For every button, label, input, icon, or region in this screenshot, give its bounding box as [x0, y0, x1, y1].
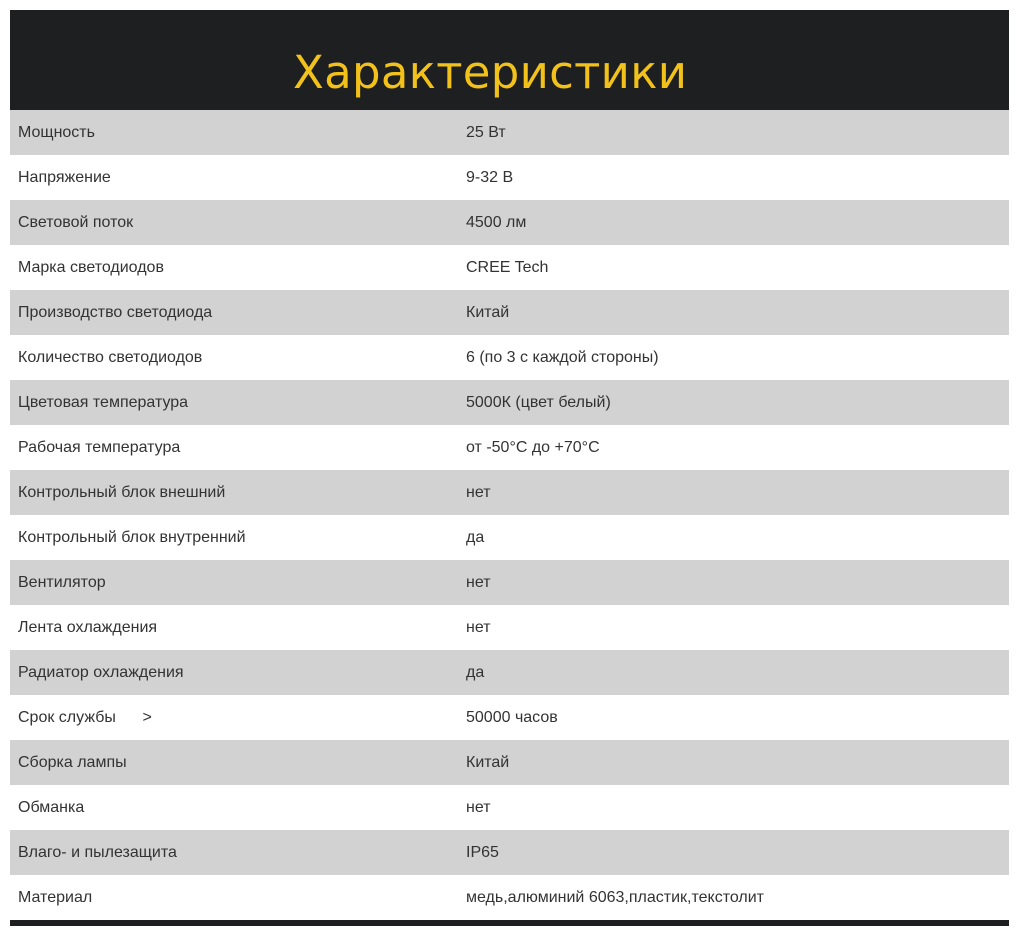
table-row [10, 245, 1009, 290]
spec-name: Срок службы > [18, 709, 152, 726]
spec-value: да [466, 529, 485, 546]
table-row [10, 110, 1009, 155]
spec-name: Цветовая температура [18, 394, 189, 411]
spec-value: нет [466, 799, 491, 816]
footer-bar [10, 920, 1009, 926]
spec-name: Световой поток [18, 214, 134, 231]
table-row [10, 785, 1009, 830]
table-row [10, 335, 1009, 380]
spec-value: 50000 часов [466, 709, 558, 726]
spec-value: нет [466, 619, 491, 636]
table-row [10, 605, 1009, 650]
table-row [10, 740, 1009, 785]
header-banner [10, 10, 1009, 110]
table-row [10, 830, 1009, 875]
spec-value: 6 (по 3 с каждой стороны) [466, 349, 659, 366]
table-row [10, 470, 1009, 515]
spec-value: от -50°С до +70°С [466, 439, 600, 456]
table-row [10, 515, 1009, 560]
spec-name: Материал [18, 889, 93, 906]
spec-name: Влаго- и пылезащита [18, 844, 177, 861]
spec-name: Обманка [18, 799, 85, 816]
table-row [10, 650, 1009, 695]
spec-value: Китай [466, 304, 510, 321]
spec-value: 4500 лм [466, 214, 527, 231]
page-title: Характеристики [293, 46, 688, 99]
spec-value: 5000К (цвет белый) [466, 394, 611, 411]
spec-name: Контрольный блок внутренний [18, 529, 246, 546]
table-row [10, 695, 1009, 740]
spec-value: 25 Вт [466, 124, 506, 141]
spec-name: Напряжение [18, 169, 111, 186]
table-row [10, 425, 1009, 470]
spec-value: Китай [466, 754, 510, 771]
spec-name: Рабочая температура [18, 439, 181, 456]
spec-name: Мощность [18, 124, 95, 141]
spec-name: Вентилятор [18, 574, 106, 591]
spec-sheet [10, 10, 1009, 926]
spec-value: IP65 [466, 844, 499, 861]
spec-name: Марка светодиодов [18, 259, 164, 276]
spec-name: Контрольный блок внешний [18, 484, 226, 501]
spec-value: нет [466, 484, 491, 501]
spec-value: медь,алюминий 6063,пластик,текстолит [466, 889, 764, 906]
table-row [10, 875, 1009, 920]
spec-name: Количество светодиодов [18, 349, 203, 366]
table-row [10, 290, 1009, 335]
table-row [10, 200, 1009, 245]
spec-table [10, 110, 1009, 920]
table-row [10, 560, 1009, 605]
spec-value: CREE Tech [466, 259, 549, 276]
spec-name: Производство светодиода [18, 304, 213, 321]
spec-value: 9-32 В [466, 169, 514, 186]
table-row [10, 380, 1009, 425]
spec-name: Радиатор охлаждения [18, 664, 184, 681]
table-row [10, 155, 1009, 200]
spec-name: Сборка лампы [18, 754, 127, 771]
spec-value: нет [466, 574, 491, 591]
spec-value: да [466, 664, 485, 681]
spec-name: Лента охлаждения [18, 619, 158, 636]
